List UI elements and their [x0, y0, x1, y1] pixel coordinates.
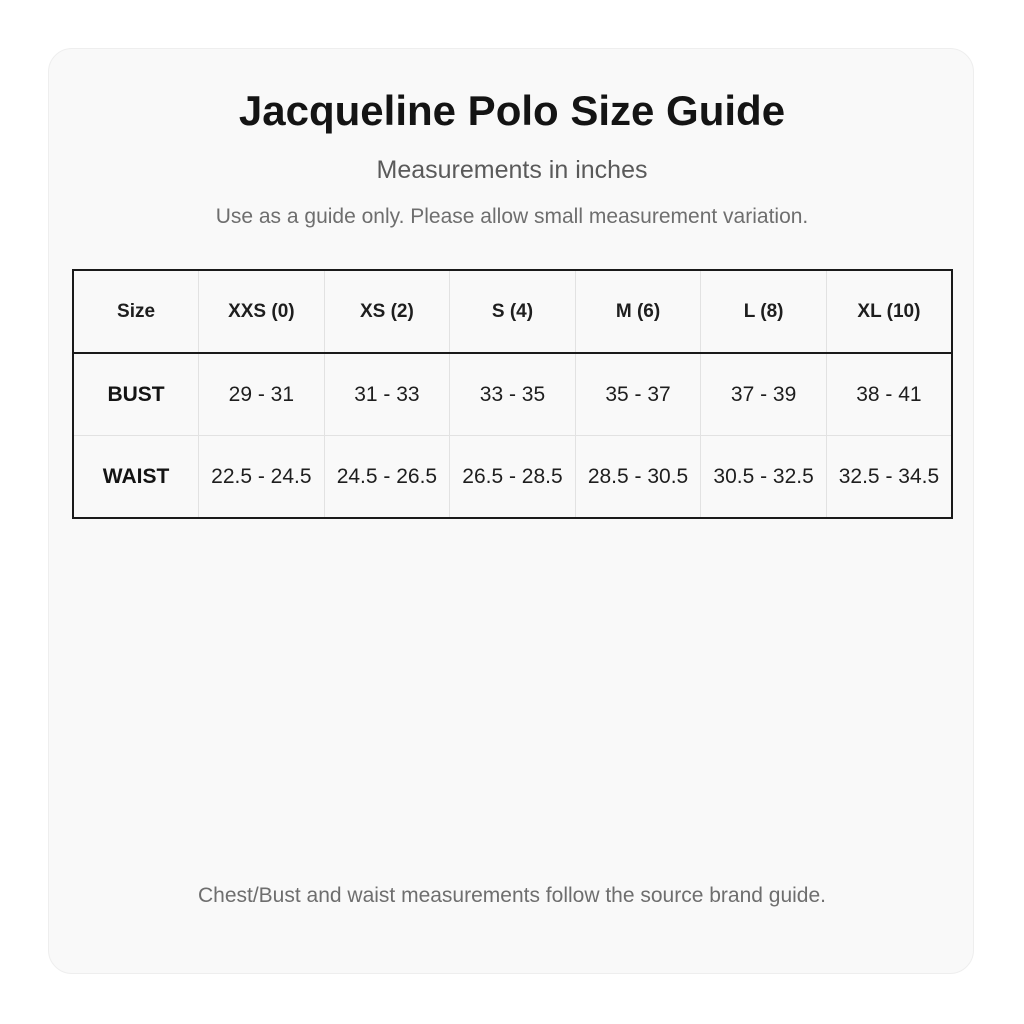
header-cell-s: S (4) — [450, 270, 576, 353]
table-cell: 33 - 35 — [450, 353, 576, 436]
units-subtitle: Measurements in inches — [376, 156, 648, 184]
page-title: Jacqueline Polo Size Guide — [238, 87, 786, 134]
header-cell-xs: XS (2) — [324, 270, 450, 353]
table-cell: 31 - 33 — [324, 353, 450, 436]
table-cell: 38 - 41 — [826, 353, 952, 436]
table-row-waist — [73, 436, 952, 519]
row-label-bust: BUST — [73, 353, 199, 436]
table-cell: 22.5 - 24.5 — [199, 436, 325, 519]
header-row — [73, 270, 952, 353]
header-cell-m: M (6) — [575, 270, 701, 353]
header-cell-l: L (8) — [701, 270, 827, 353]
header-cell-xl: XL (10) — [826, 270, 952, 353]
table-cell: 28.5 - 30.5 — [575, 436, 701, 519]
footer-note: Chest/Bust and waist measurements follow the source brand guide. — [197, 884, 826, 907]
disclaimer-note: Use as a guide only. Please allow small measurement variation. — [215, 205, 809, 228]
table-cell: 32.5 - 34.5 — [826, 436, 952, 519]
table-body — [73, 353, 952, 518]
row-label-waist: WAIST — [73, 436, 199, 519]
table-header — [73, 270, 952, 353]
table-cell: 30.5 - 32.5 — [701, 436, 827, 519]
table-row-bust — [73, 353, 952, 436]
table-cell: 35 - 37 — [575, 353, 701, 436]
table-cell: 26.5 - 28.5 — [450, 436, 576, 519]
table-cell: 37 - 39 — [701, 353, 827, 436]
header-cell-xxs: XXS (0) — [199, 270, 325, 353]
table-cell: 24.5 - 26.5 — [324, 436, 450, 519]
table-cell: 29 - 31 — [199, 353, 325, 436]
header-cell-size: Size — [73, 270, 199, 353]
size-table — [72, 269, 953, 519]
